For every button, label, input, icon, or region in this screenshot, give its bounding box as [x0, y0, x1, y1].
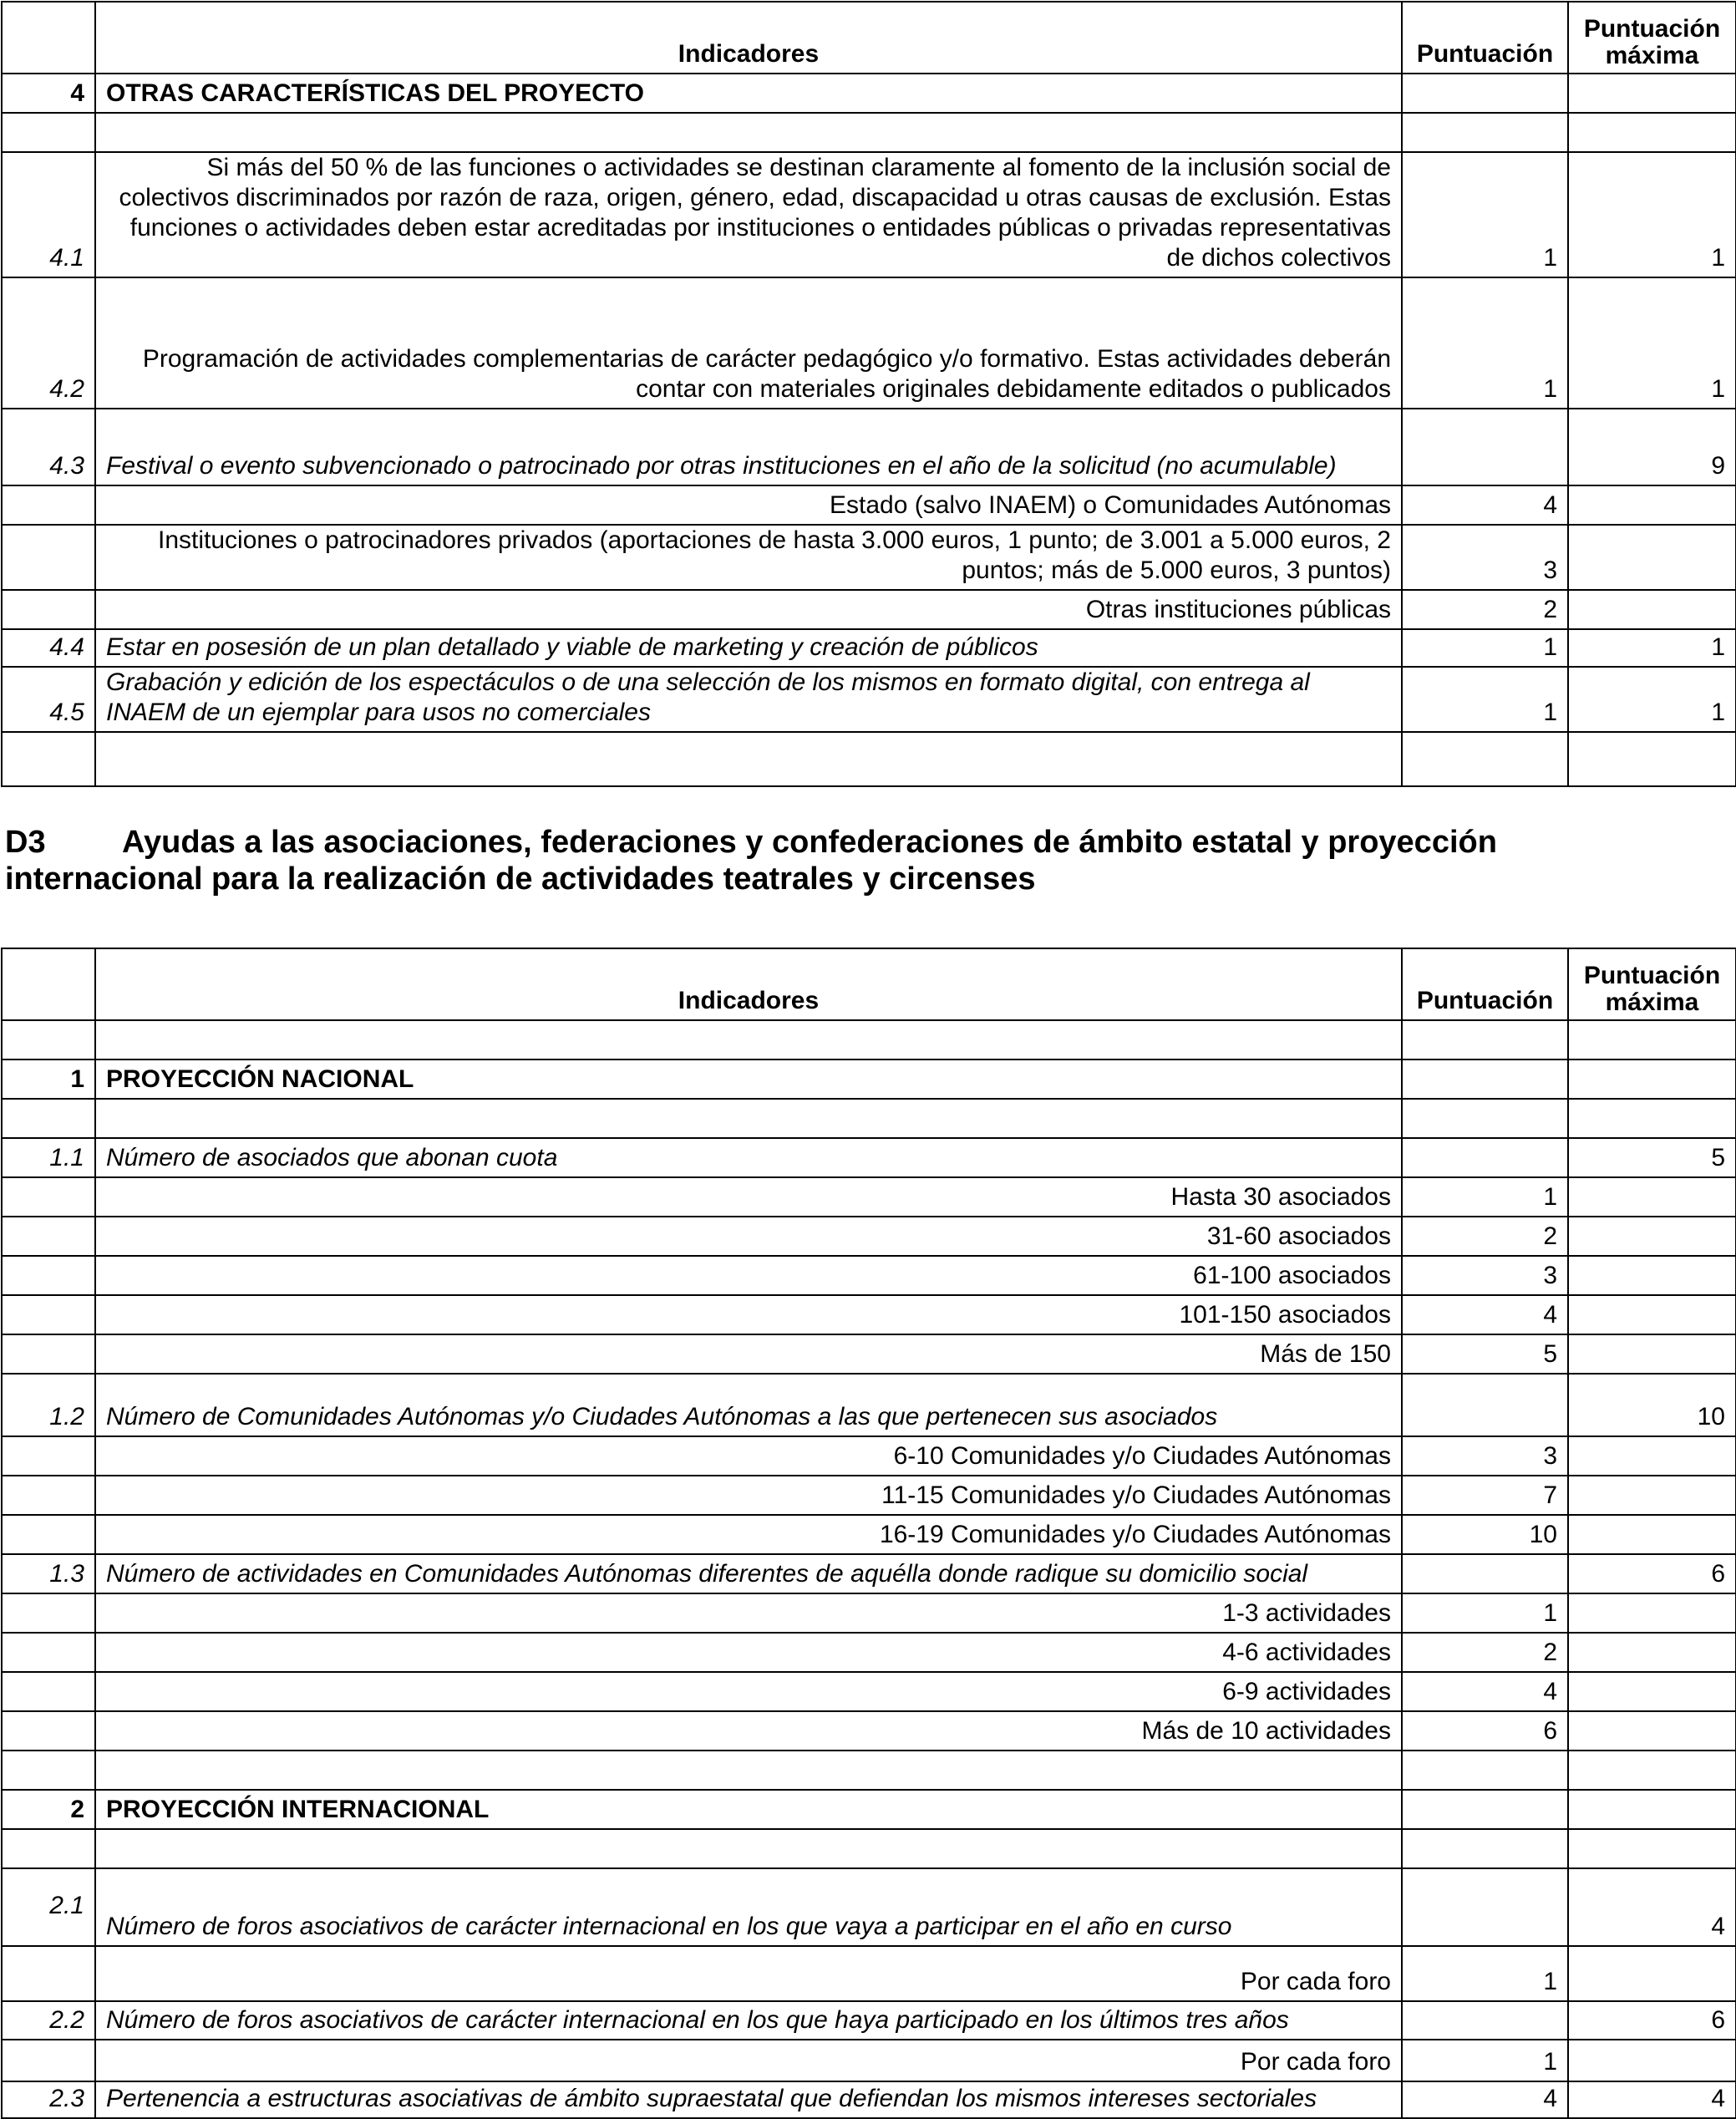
row-max-score: [1568, 1020, 1736, 1060]
row-max-score: 6: [1568, 1554, 1736, 1593]
row-score: [1402, 74, 1568, 113]
row-number: 1.1: [2, 1138, 95, 1177]
row-score: [1402, 113, 1568, 152]
table-row: [2, 2040, 1736, 2081]
table-row: [2, 113, 1736, 152]
row-score: 4: [1402, 2081, 1568, 2118]
row-number: [2, 1217, 95, 1256]
row-number: [2, 1633, 95, 1672]
row-number: [2, 1672, 95, 1711]
row-max-score: 1: [1568, 667, 1736, 732]
table-row: [2, 629, 1736, 667]
row-score: 1: [1402, 277, 1568, 409]
row-text: 4-6 actividades: [95, 1633, 1402, 1672]
row-text: 6-9 actividades: [95, 1672, 1402, 1711]
row-number: [2, 732, 95, 786]
row-number: [2, 1711, 95, 1751]
row-number: [2, 1177, 95, 1217]
row-max-score: 9: [1568, 409, 1736, 485]
table-row: [2, 152, 1736, 277]
row-text: Programación de actividades complementarias de carácter pedagógico y/o formativo. Estas actividades deberán contar con materiales originales debidamente editados o publicados: [95, 277, 1402, 409]
row-score: [1402, 1374, 1568, 1436]
row-number: 2.3: [2, 2081, 95, 2118]
row-text: Número de Comunidades Autónomas y/o Ciudades Autónomas a las que pertenecen sus asociados: [95, 1374, 1402, 1436]
row-max-score: [1568, 113, 1736, 152]
row-number: 2.1: [2, 1868, 95, 1946]
row-score: 2: [1402, 1217, 1568, 1256]
criteria-table-4: [1, 1, 1736, 787]
row-max-score: [1568, 1751, 1736, 1790]
row-score: 2: [1402, 1633, 1568, 1672]
table-row: [2, 1138, 1736, 1177]
table-row: [2, 1295, 1736, 1334]
row-number: [2, 1946, 95, 2001]
header-indicadores: Indicadores: [95, 948, 1402, 1020]
row-score: 6: [1402, 1711, 1568, 1751]
table-row: [2, 1554, 1736, 1593]
row-max-score: [1568, 1711, 1736, 1751]
table-row: [2, 1060, 1736, 1099]
row-number: [2, 1593, 95, 1633]
row-number: 4.4: [2, 629, 95, 667]
row-number: [2, 485, 95, 525]
table-row: [2, 1868, 1736, 1946]
table-row: [2, 1672, 1736, 1711]
table-row: [2, 2081, 1736, 2118]
row-number: 4: [2, 74, 95, 113]
row-text: [95, 1751, 1402, 1790]
row-max-score: 6: [1568, 2001, 1736, 2040]
table-row: [2, 1334, 1736, 1374]
row-number: 4.2: [2, 277, 95, 409]
row-score: 1: [1402, 152, 1568, 277]
row-number: 1.2: [2, 1374, 95, 1436]
table-row: [2, 1436, 1736, 1476]
row-number: [2, 590, 95, 629]
table-row: [2, 590, 1736, 629]
row-number: [2, 113, 95, 152]
table-row: [2, 1476, 1736, 1515]
table-row: [2, 74, 1736, 113]
table-row: [2, 1099, 1736, 1138]
row-max-score: 1: [1568, 629, 1736, 667]
header-num-cell: [2, 948, 95, 1020]
row-max-score: [1568, 525, 1736, 590]
row-score: 4: [1402, 1672, 1568, 1711]
table-row: [2, 1256, 1736, 1295]
table-row: [2, 1711, 1736, 1751]
row-score: [1402, 1554, 1568, 1593]
row-text: Más de 10 actividades: [95, 1711, 1402, 1751]
table-row: [2, 277, 1736, 409]
table-row: [2, 1020, 1736, 1060]
row-number: 1.3: [2, 1554, 95, 1593]
table-header-row: [2, 948, 1736, 1020]
row-text: [95, 1020, 1402, 1060]
header-puntuacion: Puntuación: [1402, 2, 1568, 74]
row-score: [1402, 1790, 1568, 1829]
row-text: [95, 113, 1402, 152]
row-max-score: [1568, 1829, 1736, 1868]
row-max-score: [1568, 1177, 1736, 1217]
row-max-score: [1568, 1334, 1736, 1374]
table-row: [2, 1633, 1736, 1672]
table-row: [2, 1790, 1736, 1829]
table-row: [2, 1829, 1736, 1868]
row-score: [1402, 2001, 1568, 2040]
row-score: [1402, 1020, 1568, 1060]
row-number: 2.2: [2, 2001, 95, 2040]
row-text: 61-100 asociados: [95, 1256, 1402, 1295]
header-indicadores: Indicadores: [95, 2, 1402, 74]
row-number: [2, 1099, 95, 1138]
row-number: [2, 1476, 95, 1515]
row-text: Por cada foro: [95, 1946, 1402, 2001]
row-max-score: 1: [1568, 277, 1736, 409]
row-text: Número de foros asociativos de carácter internacional en los que haya participado en los últimos tres años: [95, 2001, 1402, 2040]
row-text: 31-60 asociados: [95, 1217, 1402, 1256]
row-score: [1402, 1751, 1568, 1790]
table-header-row: [2, 2, 1736, 74]
row-number: [2, 1334, 95, 1374]
row-max-score: 4: [1568, 1868, 1736, 1946]
row-number: [2, 1751, 95, 1790]
row-number: [2, 2040, 95, 2081]
row-text: Estar en posesión de un plan detallado y viable de marketing y creación de públicos: [95, 629, 1402, 667]
header-puntuacion-maxima: Puntuación máxima: [1568, 2, 1736, 74]
criteria-table-d3: [1, 948, 1736, 2119]
row-score: 4: [1402, 1295, 1568, 1334]
row-max-score: [1568, 1476, 1736, 1515]
row-max-score: 5: [1568, 1138, 1736, 1177]
section-code: D3: [5, 825, 46, 860]
row-max-score: [1568, 1633, 1736, 1672]
row-max-score: [1568, 1672, 1736, 1711]
row-score: 1: [1402, 629, 1568, 667]
row-text: 101-150 asociados: [95, 1295, 1402, 1334]
row-max-score: 1: [1568, 152, 1736, 277]
row-text: Pertenencia a estructuras asociativas de ámbito supraestatal que defiendan los mismos intereses sectoriales: [95, 2081, 1402, 2118]
row-text: 16-19 Comunidades y/o Ciudades Autónomas: [95, 1515, 1402, 1554]
row-number: [2, 1256, 95, 1295]
row-text: Si más del 50 % de las funciones o actividades se destinan claramente al fomento de la inclusión social de colectivos discriminados por razón de raza, origen, género, edad, discapacidad u otras causas de exclusión. Estas funciones o actividades deben estar acreditadas por instituciones o entidades públicas o privadas representativas de dichos colectivos: [95, 152, 1402, 277]
table-row: [2, 485, 1736, 525]
row-max-score: [1568, 485, 1736, 525]
table-row: [2, 2001, 1736, 2040]
row-text: Hasta 30 asociados: [95, 1177, 1402, 1217]
row-max-score: [1568, 1060, 1736, 1099]
row-max-score: [1568, 732, 1736, 786]
row-text: 1-3 actividades: [95, 1593, 1402, 1633]
row-max-score: [1568, 1217, 1736, 1256]
row-score: [1402, 732, 1568, 786]
row-text: [95, 732, 1402, 786]
row-text: Por cada foro: [95, 2040, 1402, 2081]
row-max-score: [1568, 590, 1736, 629]
row-score: 1: [1402, 2040, 1568, 2081]
row-text: Número de foros asociativos de carácter internacional en los que vaya a participar en el año en curso: [95, 1868, 1402, 1946]
row-text: Otras instituciones públicas: [95, 590, 1402, 629]
row-text: 11-15 Comunidades y/o Ciudades Autónomas: [95, 1476, 1402, 1515]
header-puntuacion: Puntuación: [1402, 948, 1568, 1020]
row-max-score: [1568, 2040, 1736, 2081]
row-score: 5: [1402, 1334, 1568, 1374]
section-title-text: Ayudas a las asociaciones, federaciones y confederaciones de ámbito estatal y proyección internacional para la realización de actividades teatrales y circenses: [5, 825, 1497, 897]
table-row: [2, 525, 1736, 590]
row-max-score: 10: [1568, 1374, 1736, 1436]
table-row: [2, 1593, 1736, 1633]
row-score: 1: [1402, 1946, 1568, 2001]
header-num-cell: [2, 2, 95, 74]
row-score: 10: [1402, 1515, 1568, 1554]
row-number: 4.3: [2, 409, 95, 485]
row-text: Festival o evento subvencionado o patrocinado por otras instituciones en el año de la solicitud (no acumulable): [95, 409, 1402, 485]
table-row: [2, 1177, 1736, 1217]
row-text: Número de actividades en Comunidades Autónomas diferentes de aquélla donde radique su domicilio social: [95, 1554, 1402, 1593]
table-row: [2, 1515, 1736, 1554]
row-number: [2, 1829, 95, 1868]
section-heading: PROYECCIÓN NACIONAL: [95, 1060, 1402, 1099]
table-row: [2, 732, 1736, 786]
row-number: 1: [2, 1060, 95, 1099]
row-text: Más de 150: [95, 1334, 1402, 1374]
table-row: [2, 1751, 1736, 1790]
row-score: 1: [1402, 1177, 1568, 1217]
row-number: [2, 1295, 95, 1334]
row-text: [95, 1099, 1402, 1138]
row-score: 3: [1402, 525, 1568, 590]
row-score: 2: [1402, 590, 1568, 629]
section-heading: OTRAS CARACTERÍSTICAS DEL PROYECTO: [95, 74, 1402, 113]
row-max-score: [1568, 1593, 1736, 1633]
row-score: [1402, 1138, 1568, 1177]
row-text: Instituciones o patrocinadores privados (aportaciones de hasta 3.000 euros, 1 punto; de 3.001 a 5.000 euros, 2 puntos; más de 5.000 euros, 3 puntos): [95, 525, 1402, 590]
row-score: 7: [1402, 1476, 1568, 1515]
row-score: [1402, 1099, 1568, 1138]
table-row: [2, 1374, 1736, 1436]
row-number: 4.1: [2, 152, 95, 277]
row-max-score: [1568, 1295, 1736, 1334]
row-score: 1: [1402, 667, 1568, 732]
row-max-score: [1568, 1790, 1736, 1829]
row-number: 2: [2, 1790, 95, 1829]
section-title: [5, 824, 1592, 897]
row-score: 3: [1402, 1436, 1568, 1476]
row-text: Número de asociados que abonan cuota: [95, 1138, 1402, 1177]
row-score: 3: [1402, 1256, 1568, 1295]
row-max-score: [1568, 1436, 1736, 1476]
table-row: [2, 409, 1736, 485]
row-text: [95, 1829, 1402, 1868]
table-row: [2, 1217, 1736, 1256]
header-puntuacion-maxima: Puntuación máxima: [1568, 948, 1736, 1020]
row-number: [2, 525, 95, 590]
row-score: [1402, 1868, 1568, 1946]
row-text: Grabación y edición de los espectáculos o de una selección de los mismos en formato digital, con entrega al INAEM de un ejemplar para usos no comerciales: [95, 667, 1402, 732]
row-max-score: [1568, 1946, 1736, 2001]
row-number: [2, 1515, 95, 1554]
table-row: [2, 1946, 1736, 2001]
row-max-score: 4: [1568, 2081, 1736, 2118]
row-score: [1402, 1829, 1568, 1868]
row-max-score: [1568, 1256, 1736, 1295]
row-text: 6-10 Comunidades y/o Ciudades Autónomas: [95, 1436, 1402, 1476]
row-score: 1: [1402, 1593, 1568, 1633]
row-score: [1402, 409, 1568, 485]
row-score: 4: [1402, 485, 1568, 525]
row-number: 4.5: [2, 667, 95, 732]
row-max-score: [1568, 1515, 1736, 1554]
row-max-score: [1568, 1099, 1736, 1138]
section-heading: PROYECCIÓN INTERNACIONAL: [95, 1790, 1402, 1829]
row-text: Estado (salvo INAEM) o Comunidades Autónomas: [95, 485, 1402, 525]
row-score: [1402, 1060, 1568, 1099]
row-number: [2, 1436, 95, 1476]
row-number: [2, 1020, 95, 1060]
row-max-score: [1568, 74, 1736, 113]
table-row: [2, 667, 1736, 732]
